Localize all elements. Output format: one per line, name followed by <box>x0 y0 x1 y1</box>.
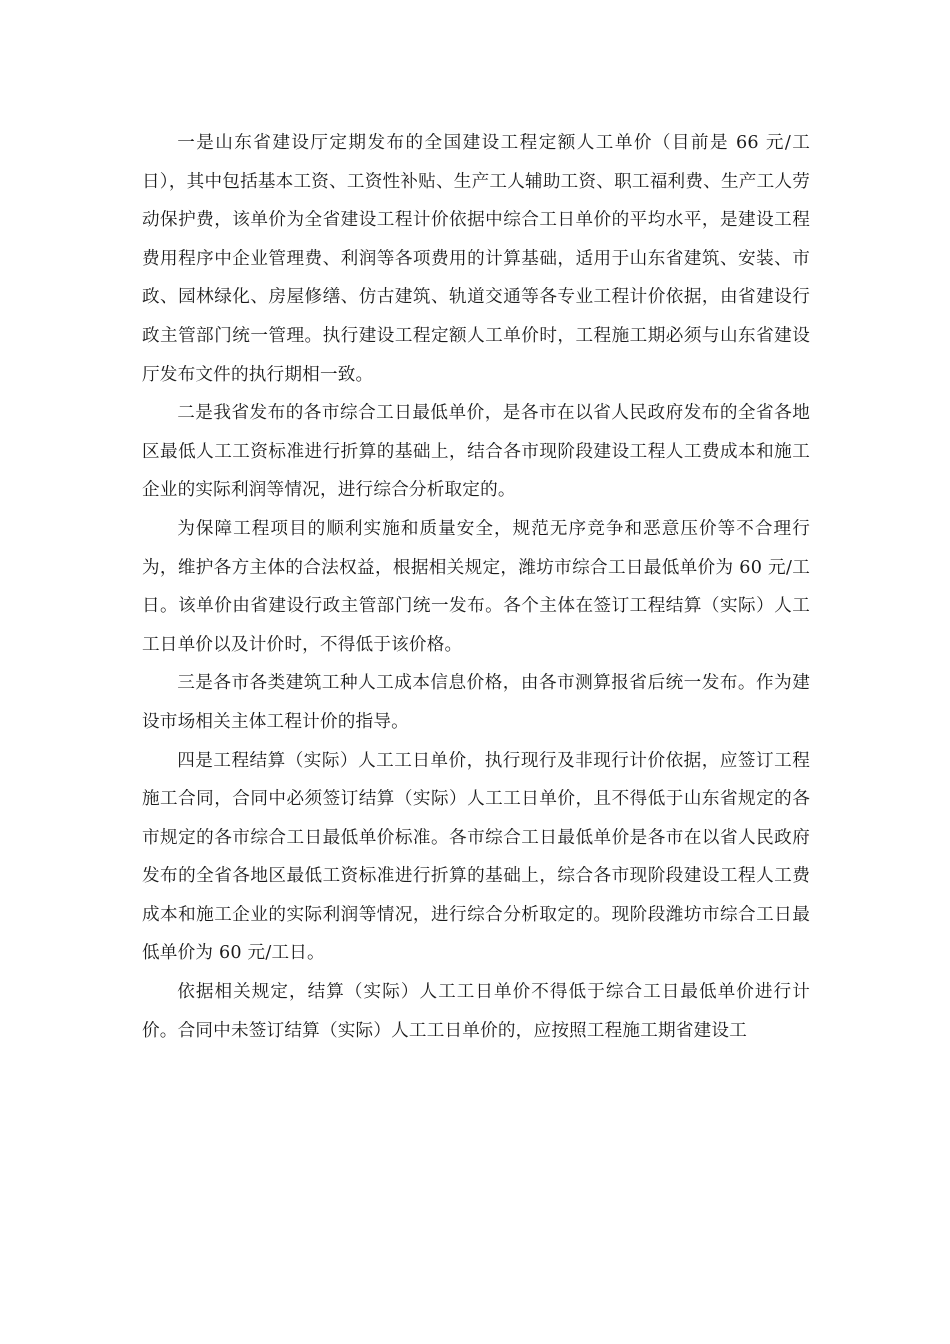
paragraph-labor-unit-price: 一是山东省建设厅定期发布的全国建设工程定额人工单价（目前是 66 元/工日），其中包括基本工资、工资性补贴、生产工人辅助工资、职工福利费、生产工人劳动保护费，该单价为全省建设工程计价依据中综合工日单价的平均水平，是建设工程费用程序中企业管理费、利润等各项费用的计算基础，适用于山东省建筑、安装、市政、园林绿化、房屋修缮、仿古建筑、轨道交通等各专业工程计价依据，由省建设行政主管部门统一管理。执行建设工程定额人工单价时，工程施工期必须与山东省建设厅发布文件的执行期相一致。 <box>142 133 811 385</box>
paragraph-cost-info-price: 三是各市各类建筑工种人工成本信息价格，由各市测算报省后统一发布。作为建设市场相关主体工程计价的指导。 <box>142 673 810 732</box>
paragraph-weifang-minimum-price: 为保障工程项目的顺利实施和质量安全，规范无序竞争和恶意压价等不合理行为，维护各方主体的合法权益，根据相关规定，潍坊市综合工日最低单价为 60 元/工日。该单价由省建设行政主管部门统一发布。各个主体在签订工程结算（实际）人工工日单价以及计价时，不得低于该价格。 <box>142 518 810 655</box>
paragraph-settlement-price: 四是工程结算（实际）人工工日单价，执行现行及非现行计价依据，应签订工程施工合同，合同中必须签订结算（实际）人工工日单价，且不得低于山东省规定的各市规定的各市综合工日最低单价标准。各市综合工日最低单价是各市在以省人民政府发布的全省各地区最低工资标准进行折算的基础上，综合各市现阶段建设工程人工费成本和施工企业的实际利润等情况，进行综合分析取定的。现阶段潍坊市综合工日最低单价为 60 元/工日。 <box>142 750 810 964</box>
paragraph-city-minimum-price: 二是我省发布的各市综合工日最低单价，是各市在以省人民政府发布的全省各地区最低人工工资标准进行折算的基础上，结合各市现阶段建设工程人工费成本和施工企业的实际利润等情况，进行综合分析取定的。 <box>142 403 810 501</box>
paragraph-pricing-rule: 依据相关规定，结算（实际）人工工日单价不得低于综合工日最低单价进行计价。合同中未签订结算（实际）人工工日单价的，应按照工程施工期省建设工 <box>142 982 810 1041</box>
document-body <box>142 124 810 1050</box>
